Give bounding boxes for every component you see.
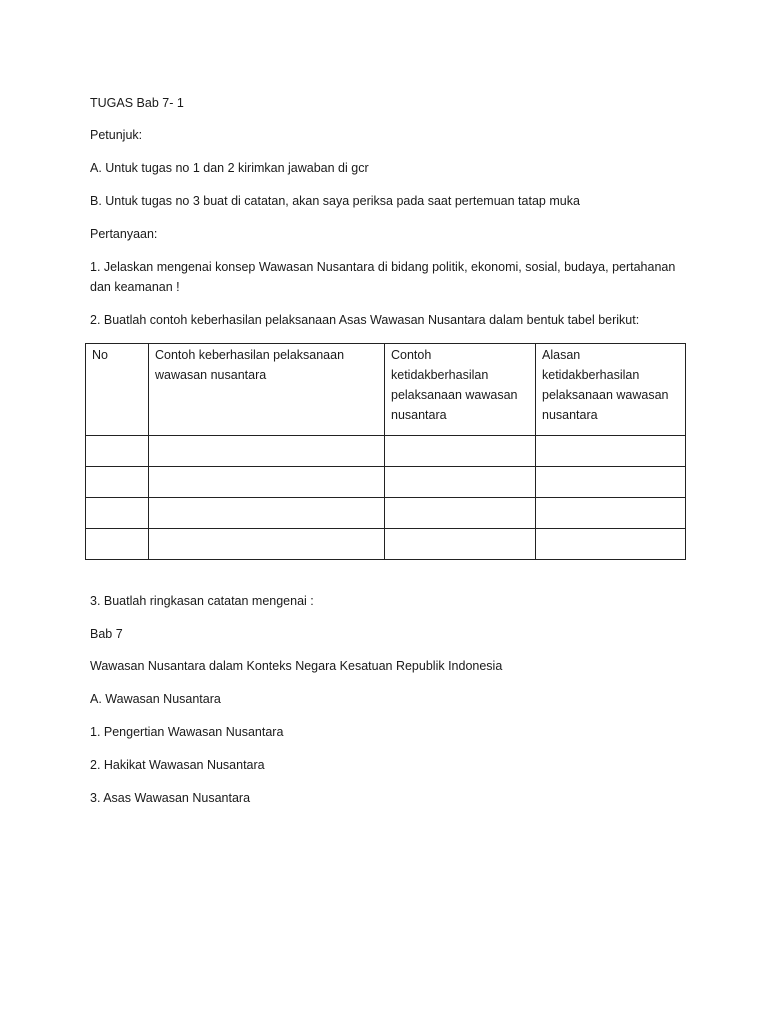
table-cell[interactable] xyxy=(385,529,536,560)
table-row xyxy=(86,436,686,467)
answer-table xyxy=(85,343,686,560)
chapter-title: Wawasan Nusantara dalam Konteks Negara Kesatuan Republik Indonesia xyxy=(90,659,503,673)
table-cell[interactable] xyxy=(385,467,536,498)
questions-label: Pertanyaan: xyxy=(90,227,158,241)
question-1-line-2: dan keamanan ! xyxy=(90,280,180,294)
subsection-3: 3. Asas Wawasan Nusantara xyxy=(90,791,251,805)
question-1-line-1: 1. Jelaskan mengenai konsep Wawasan Nusantara di bidang politik, ekonomi, sosial, budaya, pertahanan xyxy=(90,260,676,274)
header-no: No xyxy=(86,344,149,436)
instruction-a: A. Untuk tugas no 1 dan 2 kirimkan jawaban di gcr xyxy=(90,161,369,175)
question-3: 3. Buatlah ringkasan catatan mengenai : xyxy=(90,594,314,608)
table-cell[interactable] xyxy=(385,436,536,467)
table-row xyxy=(86,529,686,560)
table-cell[interactable] xyxy=(536,467,686,498)
header-success-example: Contoh keberhasilan pelaksanaan wawasan nusantara xyxy=(149,344,385,436)
section-a: A. Wawasan Nusantara xyxy=(90,692,221,706)
table-cell[interactable] xyxy=(149,498,385,529)
table-row xyxy=(86,498,686,529)
header-failure-example: Contoh ketidakberhasilan pelaksanaan wawasan nusantara xyxy=(385,344,536,436)
table-cell[interactable] xyxy=(86,436,149,467)
instructions-label: Petunjuk: xyxy=(90,128,143,142)
table-cell[interactable] xyxy=(536,498,686,529)
table-cell[interactable] xyxy=(86,529,149,560)
table-cell[interactable] xyxy=(385,498,536,529)
table-cell[interactable] xyxy=(149,467,385,498)
chapter-label: Bab 7 xyxy=(90,627,123,641)
table-cell[interactable] xyxy=(536,529,686,560)
table-cell[interactable] xyxy=(149,436,385,467)
question-2: 2. Buatlah contoh keberhasilan pelaksanaan Asas Wawasan Nusantara dalam bentuk tabel berikut: xyxy=(90,313,640,327)
table-header-row xyxy=(86,344,686,436)
table-cell[interactable] xyxy=(536,436,686,467)
table-cell[interactable] xyxy=(149,529,385,560)
subsection-1: 1. Pengertian Wawasan Nusantara xyxy=(90,725,284,739)
instruction-b: B. Untuk tugas no 3 buat di catatan, akan saya periksa pada saat pertemuan tatap muka xyxy=(90,194,580,208)
document-title: TUGAS Bab 7- 1 xyxy=(90,96,184,110)
table-row xyxy=(86,467,686,498)
subsection-2: 2. Hakikat Wawasan Nusantara xyxy=(90,758,265,772)
table-cell[interactable] xyxy=(86,498,149,529)
header-failure-reason: Alasan ketidakberhasilan pelaksanaan wawasan nusantara xyxy=(536,344,686,436)
table-cell[interactable] xyxy=(86,467,149,498)
